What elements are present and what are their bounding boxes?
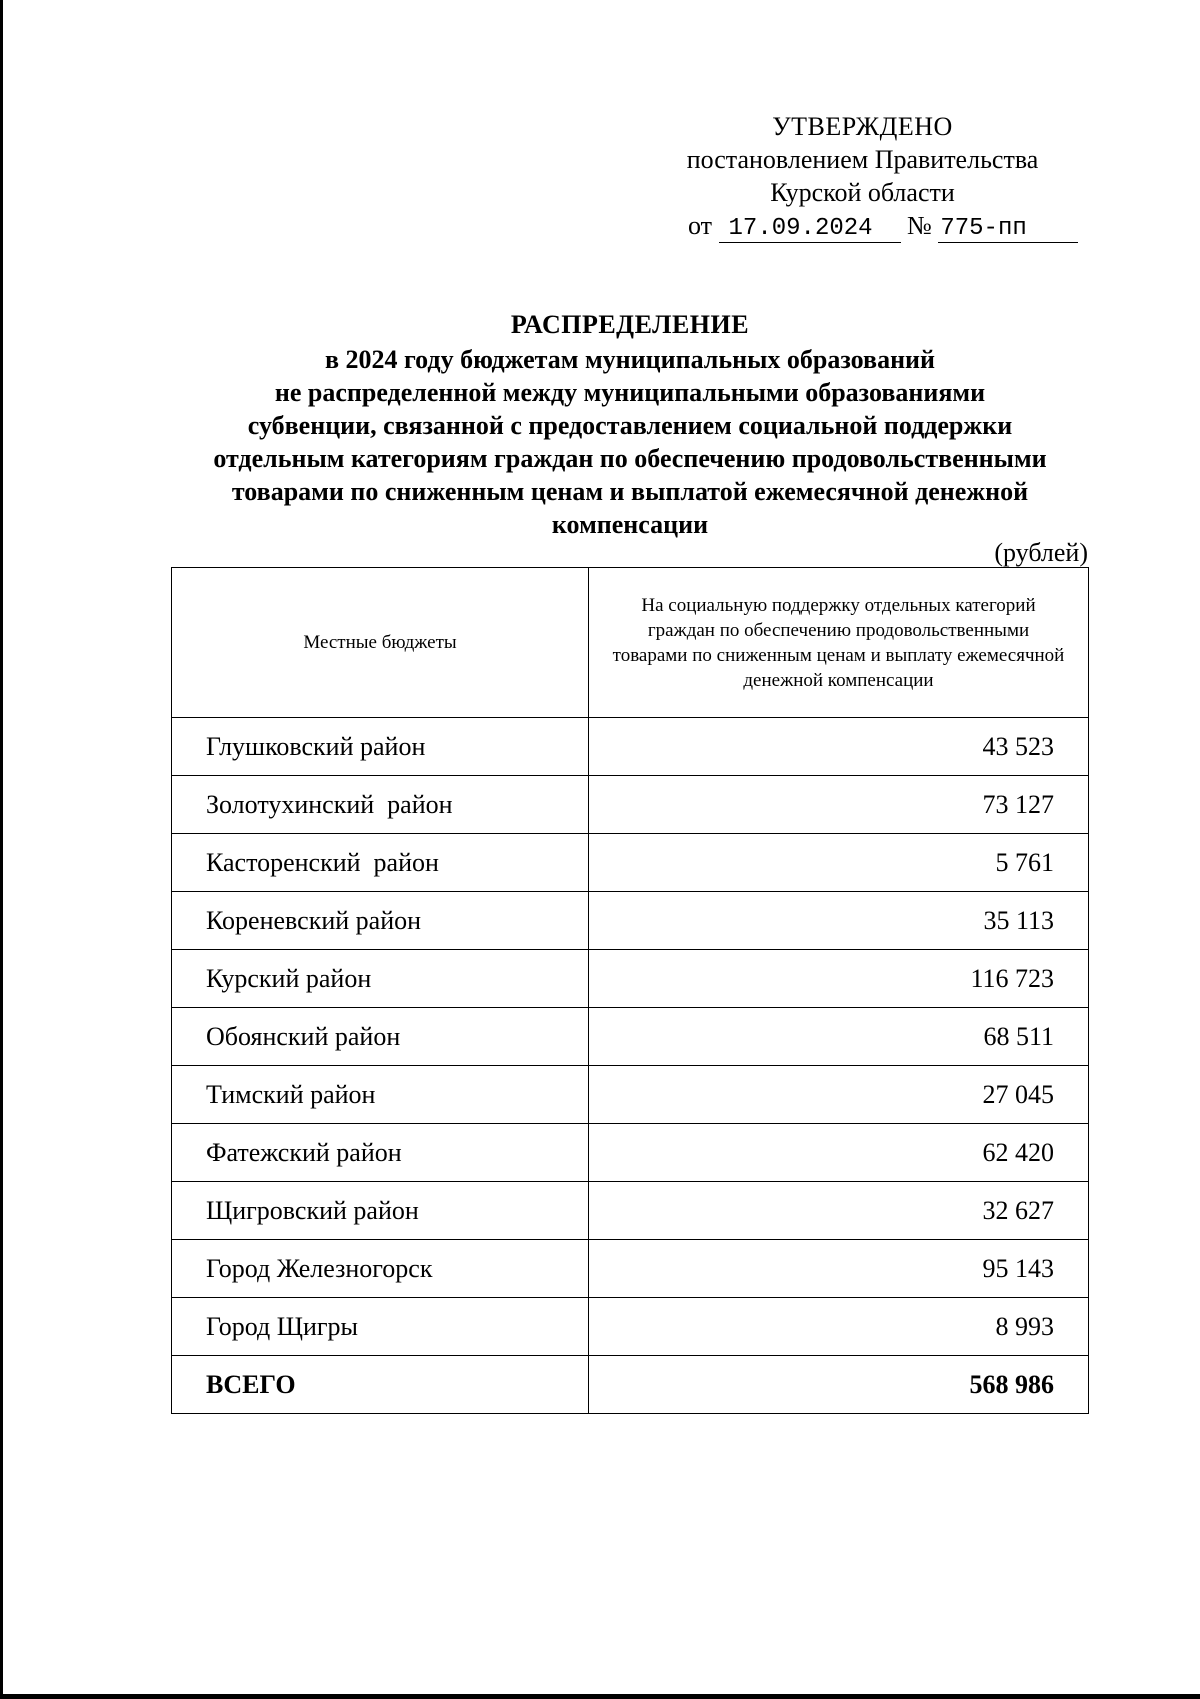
row-value: 27 045 — [589, 1066, 1089, 1124]
table-header-row — [172, 568, 1089, 718]
row-value: 62 420 — [589, 1124, 1089, 1182]
row-name: Город Железногорск — [172, 1240, 589, 1298]
approval-title: УТВЕРЖДЕНО — [772, 112, 953, 141]
row-value: 43 523 — [589, 718, 1089, 776]
heading-line: не распределенной между муниципальными образованиями — [274, 378, 986, 407]
heading-line: товарами по сниженным ценам и выплатой ежемесячной денежной — [231, 477, 1029, 506]
row-value: 95 143 — [589, 1240, 1089, 1298]
approval-date: 17.09.2024 — [719, 216, 901, 243]
heading-title: РАСПРЕДЕЛЕНИЕ — [510, 310, 750, 339]
table-row — [172, 950, 1089, 1008]
units-label: (рублей) — [994, 538, 1088, 567]
heading-line: отдельным категориям граждан по обеспечению продовольственными — [213, 444, 1047, 473]
row-name: Фатежский район — [172, 1124, 589, 1182]
row-name: Щигровский район — [172, 1182, 589, 1240]
table-row — [172, 1124, 1089, 1182]
row-value: 68 511 — [589, 1008, 1089, 1066]
table-row — [172, 892, 1089, 950]
row-value: 8 993 — [589, 1298, 1089, 1356]
row-name: Глушковский район — [172, 718, 589, 776]
approval-line-2: Курской области — [770, 178, 955, 207]
table-row — [172, 776, 1089, 834]
scan-border-left — [0, 0, 3, 1699]
row-name: Тимский район — [172, 1066, 589, 1124]
total-value: 568 986 — [589, 1356, 1089, 1414]
row-name: Кореневский район — [172, 892, 589, 950]
row-name: Обоянский район — [172, 1008, 589, 1066]
row-name: Золотухинский район — [172, 776, 589, 834]
row-value: 116 723 — [589, 950, 1089, 1008]
approval-number: 775-пп — [938, 216, 1078, 243]
total-label: ВСЕГО — [172, 1356, 589, 1414]
approval-line-1: постановлением Правительства — [686, 145, 1039, 174]
document-heading — [150, 308, 1110, 541]
table-total-row — [172, 1356, 1089, 1414]
table-row — [172, 1066, 1089, 1124]
table-row — [172, 1240, 1089, 1298]
heading-line: компенсации — [551, 510, 709, 539]
approval-block — [640, 110, 1085, 243]
heading-line: субвенции, связанной с предоставлением социальной поддержки — [247, 411, 1013, 440]
number-prefix: № — [907, 211, 932, 240]
table-row — [172, 834, 1089, 892]
table-row — [172, 1182, 1089, 1240]
column-header-budgets: Местные бюджеты — [172, 568, 589, 718]
budget-table — [171, 567, 1089, 1414]
row-name: Касторенский район — [172, 834, 589, 892]
approval-date-line — [688, 209, 1085, 243]
table-row — [172, 1298, 1089, 1356]
scan-border-bottom — [0, 1694, 1200, 1699]
table-row — [172, 718, 1089, 776]
date-prefix: от — [688, 211, 713, 240]
column-header-amount: На социальную поддержку отдельных категорий граждан по обеспечению продовольственными товарами по сниженным ценам и выплату ежемесячной денежной компенсации — [589, 568, 1089, 718]
row-value: 73 127 — [589, 776, 1089, 834]
row-value: 5 761 — [589, 834, 1089, 892]
row-value: 35 113 — [589, 892, 1089, 950]
row-name: Город Щигры — [172, 1298, 589, 1356]
row-name: Курский район — [172, 950, 589, 1008]
table-row — [172, 1008, 1089, 1066]
heading-line: в 2024 году бюджетам муниципальных образований — [324, 345, 936, 374]
row-value: 32 627 — [589, 1182, 1089, 1240]
